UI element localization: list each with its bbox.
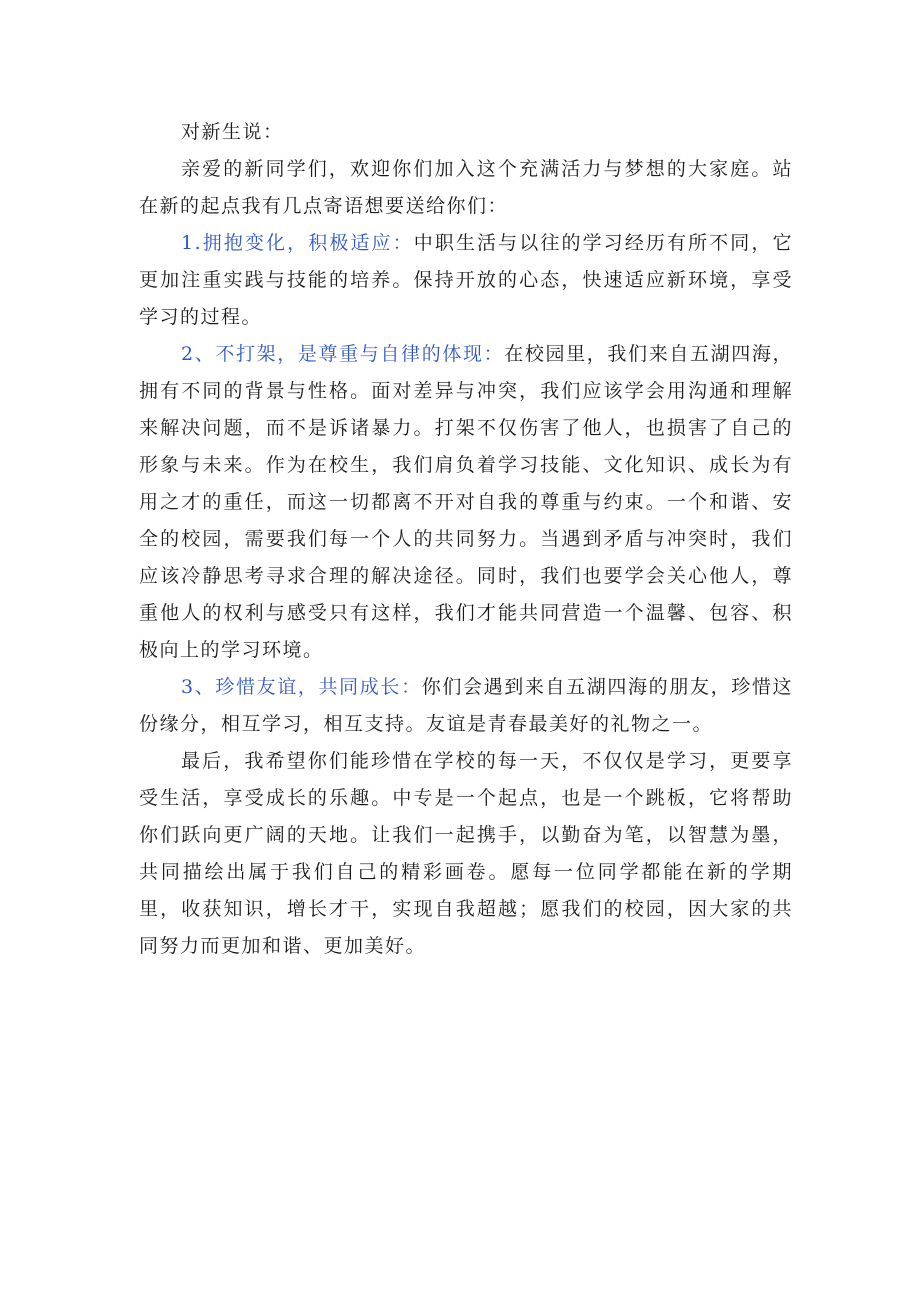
point-3-heading: 3、珍惜友谊，共同成长：	[181, 676, 422, 698]
point-2-paragraph	[139, 336, 793, 669]
point-2-heading: 2、不打架，是尊重与自律的体现：	[181, 343, 505, 365]
intro-paragraph: 亲爱的新同学们，欢迎你们加入这个充满活力与梦想的大家庭。站在新的起点我有几点寄语想要送给你们：	[139, 158, 793, 217]
point-3-body: 你们会遇到来自五湖四海的朋友，珍惜这份缘分，相互学习，相互支持。友谊是青春最美好的礼物之一。	[139, 676, 793, 735]
point-1-body: 中职生活与以往的学习经历有所不同，它更加注重实践与技能的培养。保持开放的心态，快速适应新环境，享受学习的过程。	[139, 232, 793, 328]
point-2-body: 在校园里，我们来自五湖四海，拥有不同的背景与性格。面对差异与冲突，我们应该学会用沟通和理解来解决问题，而不是诉诸暴力。打架不仅伤害了他人，也损害了自己的形象与未来。作为在校生，我们肩负着学习技能、文化知识、成长为有用之才的重任，而这一切都离不开对自我的尊重与约束。一个和谐、安全的校园，需要我们每一个人的共同努力。当遇到矛盾与冲突时，我们应该冷静思考寻求合理的解决途径。同时，我们也要学会关心他人，尊重他人的权利与感受只有这样，我们才能共同营造一个温馨、包容、积极向上的学习环境。	[139, 343, 793, 661]
document-body	[139, 114, 793, 965]
point-3-paragraph	[139, 669, 793, 743]
point-1-heading: 1.拥抱变化，积极适应：	[181, 232, 414, 254]
closing-paragraph: 最后，我希望你们能珍惜在学校的每一天，不仅仅是学习，更要享受生活，享受成长的乐趣。中专是一个起点，也是一个跳板，它将帮助你们跃向更广阔的天地。让我们一起携手，以勤奋为笔，以智慧为墨，共同描绘出属于我们自己的精彩画卷。愿每一位同学都能在新的学期里，收获知识，增长才干，实现自我超越；愿我们的校园，因大家的共同努力而更加和谐、更加美好。	[139, 750, 793, 957]
salutation: 对新生说：	[181, 121, 284, 143]
point-1-paragraph	[139, 225, 793, 336]
